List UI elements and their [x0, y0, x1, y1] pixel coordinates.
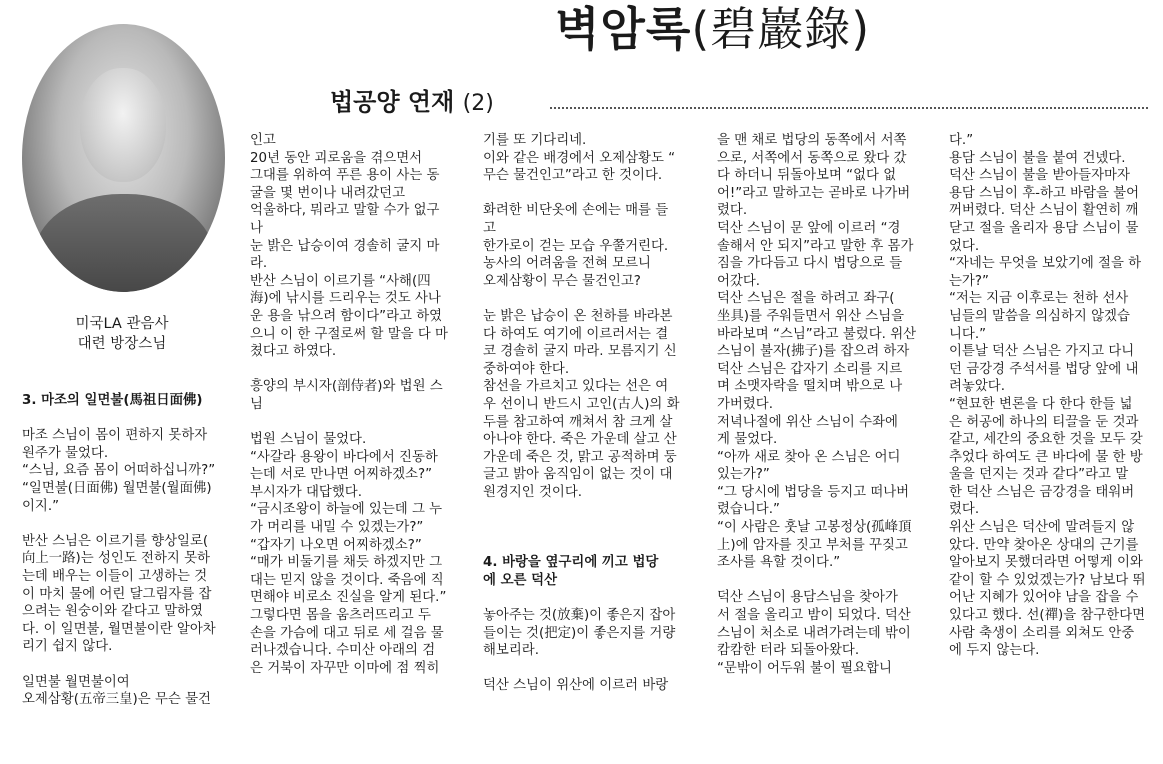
text-line: “자네는 무엇을 보았기에 절을 하: [949, 256, 1142, 272]
text-line: 꺼버렸다. 덕산 스님이 활연히 깨: [949, 203, 1139, 219]
text-line: 한가로이 걷는 모습 우쭐거린다.: [483, 238, 669, 254]
text-line: 억울하다, 뭐라고 말할 수가 없구: [250, 203, 440, 219]
paragraph-gap: [250, 414, 464, 432]
text-line: 가운데 죽은 것, 맑고 공적하며 둥: [483, 449, 677, 465]
text-line: 아나야 한다. 죽은 가운데 살고 산: [483, 432, 677, 448]
text-line: 는데 배우는 이들이 고생하는 것: [22, 568, 208, 584]
text-line: “금시조왕이 하늘에 있는데 그 누: [250, 502, 443, 518]
text-line: 인고: [250, 133, 276, 148]
text-line: 손을 가슴에 대고 뒤로 세 걸음 물: [250, 625, 444, 641]
text-line: “그 당시에 법당을 등지고 떠나버: [717, 484, 910, 500]
paragraph-gap: [483, 501, 697, 519]
text-line: “갑자기 나오면 어찌하겠소?”: [250, 537, 422, 553]
text-line: 조사를 욕할 것이다.”: [717, 555, 841, 571]
portrait-robe: [34, 194, 214, 292]
text-line: 렸다.: [949, 502, 980, 518]
text-line: 덕산 스님이 문 앞에 이르러 “경: [717, 220, 901, 236]
text-line: 坐具)를 주워들면서 위산 스님을: [717, 308, 905, 324]
text-line: “이 사람은 훗날 고봉정상(孤峰頂: [717, 520, 912, 536]
text-line: 사람 축생이 소리를 외쳐도 안중: [949, 625, 1135, 641]
text-line: 대는 믿지 않을 것이다. 죽음에 직: [250, 572, 444, 588]
author-portrait: [22, 24, 225, 292]
text-line: 우 선이니 반드시 고인(古人)의 화: [483, 396, 680, 412]
text-line: 운 용을 낚으려 함이다”라고 하였: [250, 308, 443, 324]
text-line: 그대를 위하여 푸른 용이 사는 동: [250, 168, 440, 184]
text-line: 이지.”: [22, 498, 60, 514]
paragraph-gap: [250, 361, 464, 379]
text-line: 굴을 몇 번이나 내려갔던고: [250, 185, 406, 201]
text-line: “현묘한 변론을 다 한다 한들 넓: [949, 396, 1133, 412]
text-line: 라.: [250, 256, 268, 272]
text-line: 부시자가 대답했다.: [250, 484, 362, 500]
text-line: 20년 동안 괴로움을 겪으면서: [250, 150, 423, 166]
text-line: 추었다 하여도 큰 바다에 물 한 방: [949, 449, 1143, 465]
text-line: 던 금강경 주석서를 법당 앞에 내: [949, 361, 1139, 377]
text-line: 上)에 암자를 짓고 부처를 꾸짖고: [717, 537, 908, 553]
text-line: “일면불(日面佛) 월면불(월面佛): [22, 480, 212, 496]
section-heading-line: 에 오른 덕산: [483, 572, 558, 588]
text-line: 캄캄한 터라 되돌아왔다.: [717, 643, 860, 659]
portrait-face: [80, 68, 166, 182]
text-line: 려놓았다.: [949, 379, 1005, 395]
text-line: 면해야 비로소 진실을 알게 된다.”: [250, 590, 447, 606]
paragraph-gap: [22, 656, 234, 674]
text-line: “문밖이 어두워 불이 필요합니: [717, 660, 892, 676]
series-number: (2): [462, 91, 494, 116]
text-line: 덕산 스님은 갑자기 소리를 지르: [717, 361, 903, 377]
text-line: 마조 스님이 몸이 편하지 못하자: [22, 428, 208, 444]
text-line: 기를 또 기다리네.: [483, 133, 587, 148]
text-line: 무슨 물건인고”라고 한 것이다.: [483, 168, 663, 184]
text-line: 을 맨 채로 법당의 동쪽에서 서쪽: [717, 133, 907, 148]
text-line: 글고 밝아 움직임이 없는 것이 대: [483, 467, 673, 483]
article-column-2: [250, 132, 464, 677]
text-line: 은 허공에 하나의 티끌을 둔 것과: [949, 414, 1139, 430]
text-line: 해보리라.: [483, 643, 539, 659]
paragraph-gap: [483, 290, 697, 308]
text-line: 놓아주는 것(放棄)이 좋은지 잡아: [483, 608, 676, 624]
text-line: 리기 쉽지 않다.: [22, 639, 113, 655]
text-line: 한 덕산 스님은 금강경을 태워버: [949, 484, 1135, 500]
text-line: 덕산 스님은 절을 하려고 좌구(: [717, 291, 895, 307]
text-line: 스님이 처소로 내려가려는데 밖이: [717, 625, 911, 641]
text-line: 나: [250, 220, 263, 236]
paragraph-gap: [483, 537, 697, 555]
text-line: 닫고 절을 올리자 용담 스님이 물: [949, 220, 1139, 236]
text-line: “아까 새로 찾아 온 스님은 어디: [717, 449, 901, 465]
series-name: 법공양 연재: [330, 88, 455, 116]
text-line: 스님이 불자(拂子)를 잡으려 하자: [717, 344, 910, 360]
text-line: 는가?”: [949, 273, 989, 289]
text-line: 들이는 것(把定)이 좋은지를 거량: [483, 625, 676, 641]
section-heading-line: 4. 바랑을 옆구리에 끼고 법당: [483, 555, 659, 571]
paragraph-gap: [22, 410, 234, 428]
text-line: 는데 서로 만나면 어찌하겠소?”: [250, 467, 433, 483]
text-line: 님: [250, 396, 263, 412]
title-main: 벽암록: [555, 2, 692, 56]
author-temple: 미국LA 관음사: [75, 316, 169, 332]
dotted-rule: [550, 107, 1148, 109]
text-line: 다 하더니 뒤돌아보며 “없다 없: [717, 168, 897, 184]
text-line: 렸습니다.”: [717, 502, 780, 518]
text-line: 덕산 스님이 위산에 이르러 바랑: [483, 678, 669, 694]
text-line: 용담 스님이 불을 붙여 건넸다.: [949, 150, 1126, 166]
text-line: 이 마치 물에 어린 달그림자를 잡: [22, 586, 212, 602]
text-line: 서 절을 올리고 밤이 되었다. 덕산: [717, 608, 911, 624]
text-line: 참선을 가르치고 있다는 선은 여: [483, 379, 669, 395]
text-line: 向上一路)는 성인도 전하지 못하: [22, 551, 210, 567]
text-line: 코 경솔히 굴지 마라. 모름지기 신: [483, 344, 677, 360]
text-line: 솔해서 안 되지”라고 말한 후 몸가: [717, 238, 914, 254]
text-line: 니다.”: [949, 326, 987, 342]
text-line: 고: [483, 220, 496, 236]
text-line: 러나겠습니다. 수미산 아래의 검: [250, 643, 436, 659]
text-line: 님들의 말씀을 의심하지 않겠습: [949, 308, 1130, 324]
text-line: 에 두지 않는다.: [949, 643, 1040, 659]
article-column-3: [483, 132, 697, 695]
text-line: 가버렸다.: [717, 396, 773, 412]
text-line: 눈 밝은 납승이 온 천하를 바라본: [483, 308, 673, 324]
text-line: 저녁나절에 위산 스님이 수좌에: [717, 414, 898, 430]
text-line: 렸다.: [717, 203, 748, 219]
text-line: 다 하여도 여기에 이르러서는 결: [483, 326, 669, 342]
article-title: [555, 2, 871, 56]
text-line: 반산 스님이 이르기를 “사해(四: [250, 273, 431, 289]
text-line: 원경지인 것이다.: [483, 484, 583, 500]
text-line: 일면불 월면불이여: [22, 674, 130, 690]
text-line: 다.”: [949, 133, 974, 148]
article-column-5: [949, 132, 1159, 660]
author-caption: [22, 314, 222, 354]
text-line: 위산 스님은 덕산에 말려들지 않: [949, 520, 1135, 536]
text-line: 법원 스님이 물었다.: [250, 432, 367, 448]
text-line: 중하여야 한다.: [483, 361, 570, 377]
text-line: 으니 이 한 구절로써 할 말을 다 마: [250, 326, 448, 342]
article-column-1: [22, 392, 234, 709]
text-line: 있는가?”: [717, 467, 770, 483]
text-line: 눈 밝은 납승이여 경솔히 굴지 마: [250, 238, 440, 254]
text-line: 오제삼황(五帝三皇)은 무슨 물건: [22, 692, 211, 708]
text-line: 으려는 원숭이와 같다고 말하였: [22, 604, 203, 620]
text-line: 같이 할 수 있었겠는가? 남보다 뛰: [949, 572, 1146, 588]
paragraph-gap: [483, 660, 697, 678]
text-line: 덕산 스님이 용담스님을 찾아가: [717, 590, 898, 606]
text-line: 덕산 스님이 불을 받아들자마자: [949, 168, 1130, 184]
text-line: 원주가 물었다.: [22, 445, 109, 461]
author-name: 대련 방장스님: [77, 336, 167, 352]
text-line: 었다.: [949, 238, 980, 254]
paragraph-gap: [483, 519, 697, 537]
text-line: 이튿날 덕산 스님은 가지고 다니: [949, 344, 1135, 360]
text-line: 이와 같은 배경에서 오제삼황도 “: [483, 150, 676, 166]
text-line: “저는 지금 이후로는 천하 선사: [949, 291, 1129, 307]
text-line: 울을 던지는 것과 같다”라고 말: [949, 467, 1129, 483]
text-line: 두를 참고하여 깨쳐서 참 크게 살: [483, 414, 673, 430]
paragraph-gap: [483, 589, 697, 607]
text-line: 화려한 비단옷에 손에는 매를 들: [483, 203, 669, 219]
paragraph-gap: [22, 515, 234, 533]
text-line: 용담 스님이 후-하고 바람을 불어: [949, 185, 1140, 201]
text-line: 가 머리를 내밀 수 있겠는가?”: [250, 520, 424, 536]
text-line: 은 거북이 자꾸만 이마에 점 찍히: [250, 660, 440, 676]
text-line: 반산 스님은 이르기를 향상일로(: [22, 533, 209, 549]
text-line: “스님, 요즘 몸이 어떠하십니까?”: [22, 463, 216, 479]
text-line: 았다. 만약 찾아온 상대의 근기를: [949, 537, 1139, 553]
paragraph-gap: [483, 185, 697, 203]
text-line: 바라보며 “스님”라고 불렀다. 위산: [717, 326, 917, 342]
paragraph-gap: [717, 572, 931, 590]
text-line: 어!”라고 말하고는 곧바로 나가버: [717, 185, 911, 201]
series-subtitle: [330, 90, 494, 115]
text-line: 있다고 했다. 선(禪)을 참구한다면: [949, 608, 1146, 624]
text-line: 짐을 가다듬고 다시 법당으로 들: [717, 256, 903, 272]
text-line: 며 소맷자락을 떨치며 밖으로 나: [717, 379, 903, 395]
text-line: 다. 이 일면불, 월면불이란 알아차: [22, 621, 216, 637]
text-line: 쳤다고 하였다.: [250, 344, 337, 360]
text-line: 알아보지 못했더라면 어떻게 이와: [949, 555, 1143, 571]
text-line: 흥양의 부시자(剖侍者)와 법원 스: [250, 379, 443, 395]
text-line: 게 물었다.: [717, 432, 778, 448]
section-heading-line: 3. 마조의 일면불(馬祖日面佛): [22, 393, 203, 408]
article-column-4: [717, 132, 931, 677]
text-line: 어난 지혜가 있어야 남을 잡을 수: [949, 590, 1139, 606]
text-line: 같고, 세간의 중요한 것을 모두 갖: [949, 432, 1143, 448]
text-line: “매가 비둘기를 채듯 하겠지만 그: [250, 555, 443, 571]
text-line: 으로, 서쪽에서 동쪽으로 왔다 갔: [717, 150, 907, 166]
text-line: 海)에 낚시를 드리우는 것도 사나: [250, 291, 441, 307]
title-hanja: (碧巖錄): [691, 2, 871, 56]
text-line: 어갔다.: [717, 273, 761, 289]
text-line: 오제삼황이 무슨 물건인고?: [483, 273, 641, 289]
text-line: “사갈라 용왕이 바다에서 진동하: [250, 449, 438, 465]
text-line: 농사의 어려움을 전혀 모르니: [483, 256, 651, 272]
text-line: 그렇다면 몸을 움츠러뜨리고 두: [250, 608, 431, 624]
